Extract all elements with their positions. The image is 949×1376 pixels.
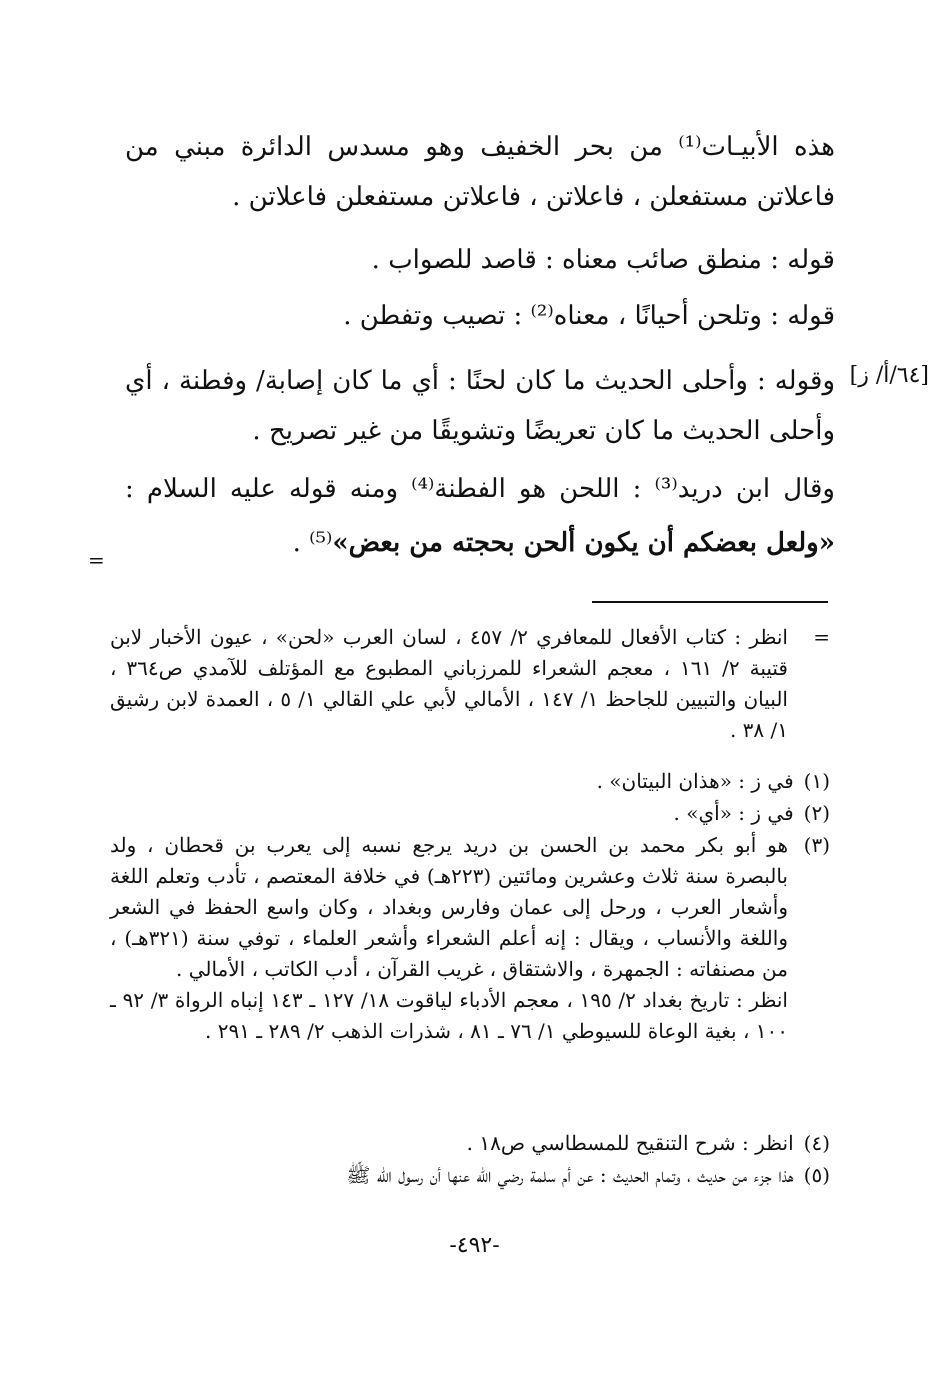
footnote-text: في ز : «هذان البيتان» . (596, 769, 794, 793)
footnote-text: انظر : شرح التنقيح للمسطاسي ص١٨ . (466, 1131, 794, 1155)
footnote-text: هذا جزء من حديث ، وتمام الحديث : عن أم سلمة رضي الله عنها أن رسول الله ﷺ (346, 1163, 794, 1187)
footnote-sources: انظر : تاريخ بغداد ٢/ ١٩٥ ، معجم الأدباء لياقوت ١٨/ ١٢٧ ـ ١٤٣ إنباه الرواة ٣/ ٩٢ ـ ١٠٠ ، بغية الوعاة للسيوطي ١/ ٧٦ ـ ٨١ ، شذرات الذهب ٢/ ٢٨٩ ـ ٢٩١ . (110, 988, 788, 1043)
footnote-separator (592, 601, 828, 603)
paragraph-ahla: وقوله : وأحلى الحديث ما كان لحنًا : أي ما كان إصابة/ وفطنة ، أي وأحلى الحديث ما كان تعريضًا وتشويقًا من غير تصريح . (125, 366, 835, 446)
footnote-continued-text: انظر : كتاب الأفعال للمعافري ٢/ ٤٥٧ ، لسان العرب «لحن» ، عيون الأخبار لابن قتيبة ٢/ ١٦١ ، معجم الشعراء للمرزباني المطبوع مع المؤتلف للآمدي ص٣٦٤ ، البيان والتبيين للجاحظ ١/ ١٤٧ ، الأمالي لأبي علي القالي ١/ ٥ ، العمدة لابن رشيق ١/ ٣٨ . (110, 625, 788, 742)
footnote-2 (110, 798, 830, 829)
paragraph-meter: هذه الأبيـات⁽¹⁾ من بحر الخفيف وهو مسدس الدائرة مبني من فاعلاتن مستفعلن ، فاعلاتن ، فاعلاتن مستفعلن فاعلاتن . (125, 132, 835, 212)
footnote-number: (١) (803, 769, 830, 793)
continuation-marker: = (813, 625, 830, 649)
paragraph-ibn-durayd (125, 462, 835, 570)
footnote-3 (110, 830, 830, 1047)
ibn-durayd-text: وقال ابن دريد⁽³⁾ : اللحن هو الفطنة⁽⁴⁾ ومنه قوله عليه السلام : (125, 474, 835, 504)
footnote-5 (110, 1160, 830, 1191)
footnote-number: (٤) (803, 1131, 830, 1155)
hadith-quote: «ولعل بعضكم أن يكون ألحن بحجته من بعض» (332, 528, 835, 558)
hadith-ref: ⁽⁵⁾ . (292, 528, 333, 558)
footnote-continued (110, 622, 830, 746)
footnote-4 (110, 1128, 830, 1159)
footnote-number: (٣) (803, 833, 830, 857)
continuation-marker-end: = (88, 548, 105, 572)
footnotes (110, 612, 830, 1212)
footnote-number: (٥) (803, 1163, 830, 1187)
manuscript-margin-note: [٦٤/أ/ ز] (849, 363, 929, 388)
footnote-text: هو أبو بكر محمد بن الحسن بن دريد يرجع نسبه إلى يعرب بن قحطان ، ولد بالبصرة سنة ثلاث وعشرين ومائتين (٢٢٣هـ) في خلافة المعتصم ، تأدب وتعلم اللغة وأشعار العرب ، ورحل إلى عمان وفارس وبغداد ، وكان واسع الحفظ في الشعر واللغة والأنساب ، ويقال : إنه أعلم الشعراء وأشعر العلماء ، توفي سنة (٣٢١هـ) ، من مصنفاته : الجمهرة ، والاشتقاق ، غريب القرآن ، أدب الكاتب ، الأمالي . (110, 833, 788, 981)
footnote-number: (٢) (803, 801, 830, 825)
paragraph-mantiq: قوله : منطق صائب معناه : قاصد للصواب . (371, 245, 835, 275)
footnote-1 (110, 766, 830, 797)
footnote-text: في ز : «أي» . (673, 801, 794, 825)
page-number: -٤٩٢- (449, 1233, 500, 1258)
paragraph-talhan: قوله : وتلحن أحيانًا ، معناه⁽²⁾ : تصيب وتفطن . (343, 301, 835, 331)
